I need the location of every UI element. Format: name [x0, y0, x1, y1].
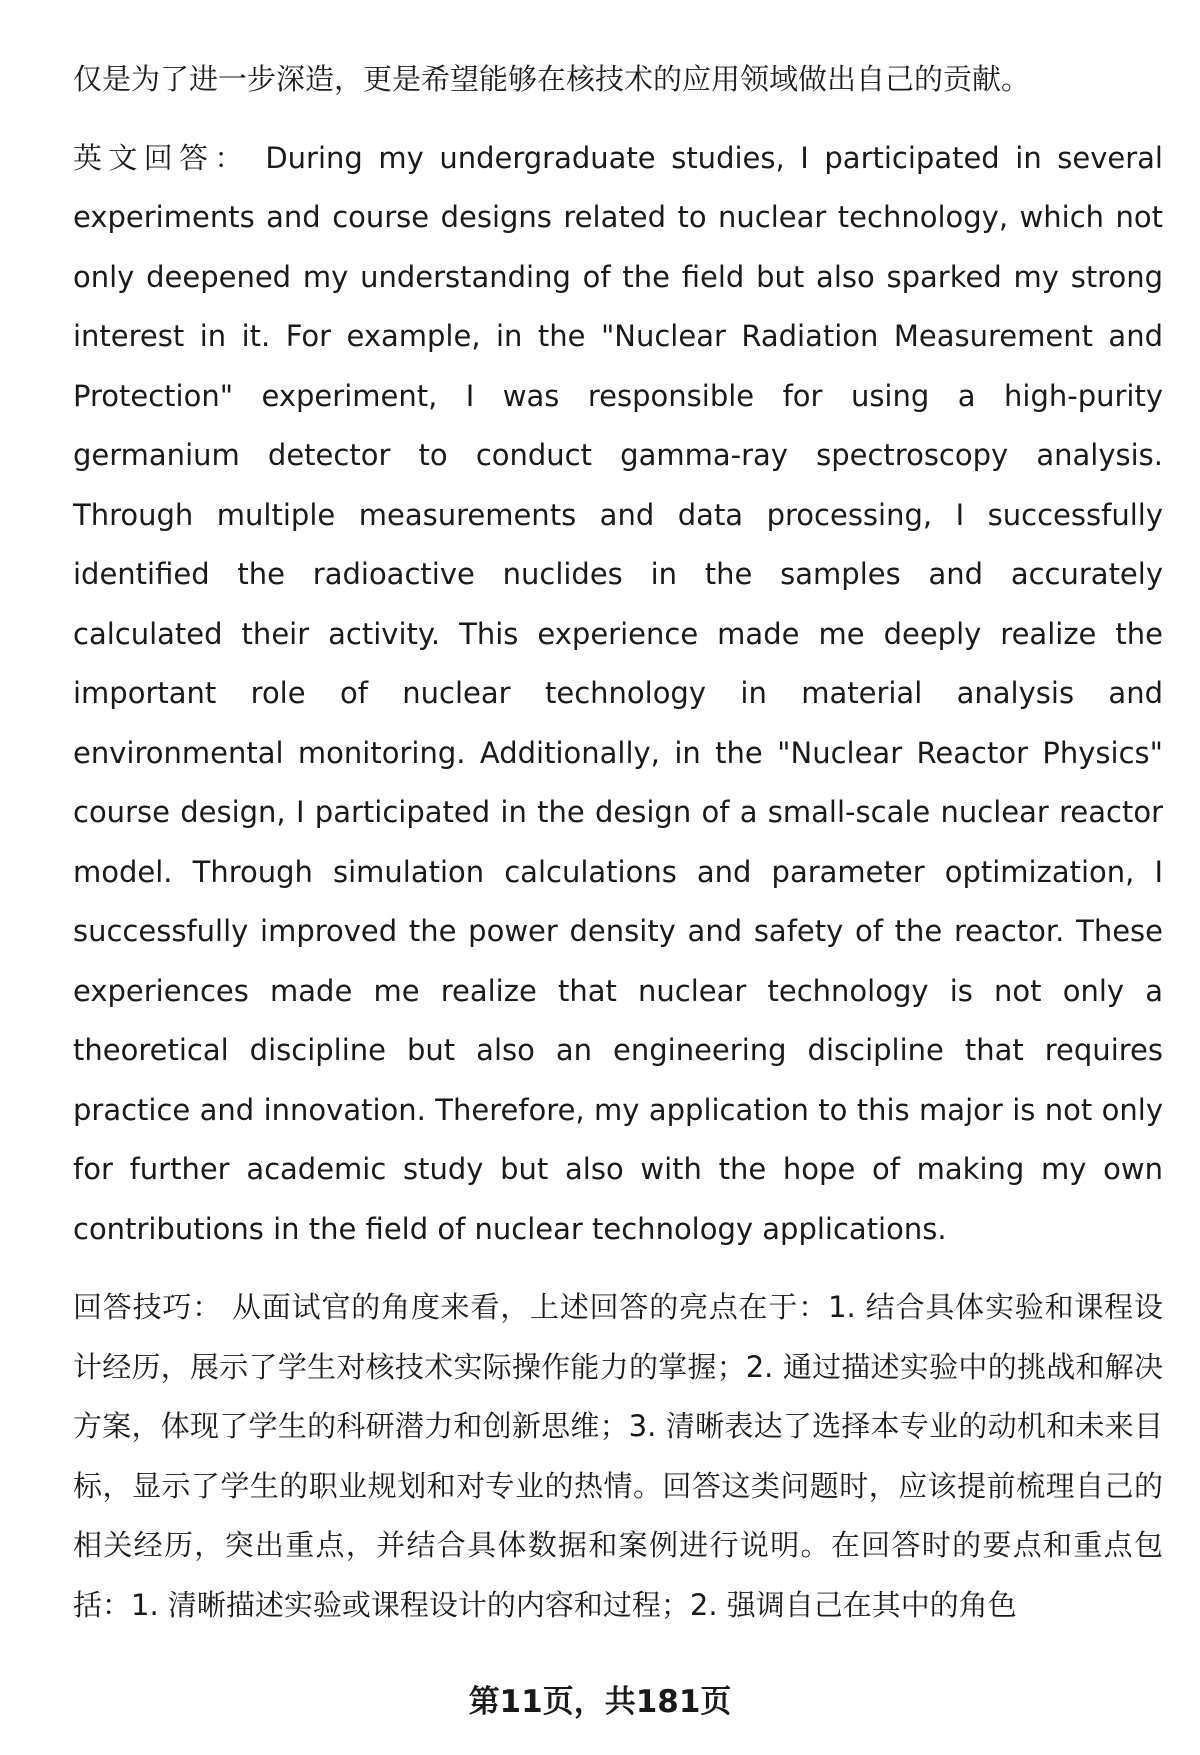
- english-answer-text: During my undergraduate studies, I participated in several experiments and course designs related to nuclear technology, which not only deepened my understanding of the field but also sparked my strong interest in it. For example, in the "Nuclear Radiation Measurement and Protection" experiment, I was responsible for using a high-purity germanium detector to conduct gamma-ray spectroscopy analysis. Through multiple measurements and data processing, I successfully identified the radioactive nuclides in the samples and accurately calculated their activity. This experience made me deeply realize the important role of nuclear technology in material analysis and environmental monitoring. Additionally, in the "Nuclear Reactor Physics" course design, I participated in the design of a small-scale nuclear reactor model. Through simulation calculations and parameter optimization, I successfully improved the power density and safety of the reactor. These experiences made me realize that nuclear technology is not only a theoretical discipline but also an engineering discipline that requires practice and innovation. Therefore, my application to this major is not only for further academic study but also with the hope of making my own contributions in the field of nuclear technology applications.: [73, 140, 1163, 1246]
- paragraph-english-answer: [73, 129, 1163, 1260]
- answer-tips-label: 回答技巧：: [73, 1290, 223, 1324]
- page-number: 第11页，共181页: [468, 1684, 732, 1720]
- page-body: [73, 50, 1163, 1635]
- answer-tips-text: 从面试官的角度来看，上述回答的亮点在于：1. 结合具体实验和课程设计经历，展示了学生对核技术实际操作能力的掌握；2. 通过描述实验中的挑战和解决方案，体现了学生的科研潜力和创新思维；3. 清晰表达了选择本专业的动机和未来目标，显示了学生的职业规划和对专业的热情。回答这类问题时，应该提前梳理自己的相关经历，突出重点，并结合具体数据和案例进行说明。在回答时的要点和重点包括：1. 清晰描述实验或课程设计的内容和过程；2. 强调自己在其中的角色: [73, 1290, 1163, 1622]
- paragraph-text: 仅是为了进一步深造，更是希望能够在核技术的应用领域做出自己的贡献。: [73, 62, 1031, 96]
- paragraph-continuation: [73, 50, 1163, 110]
- english-answer-label: 英文回答：: [73, 140, 250, 175]
- paragraph-answer-tips: [73, 1278, 1163, 1635]
